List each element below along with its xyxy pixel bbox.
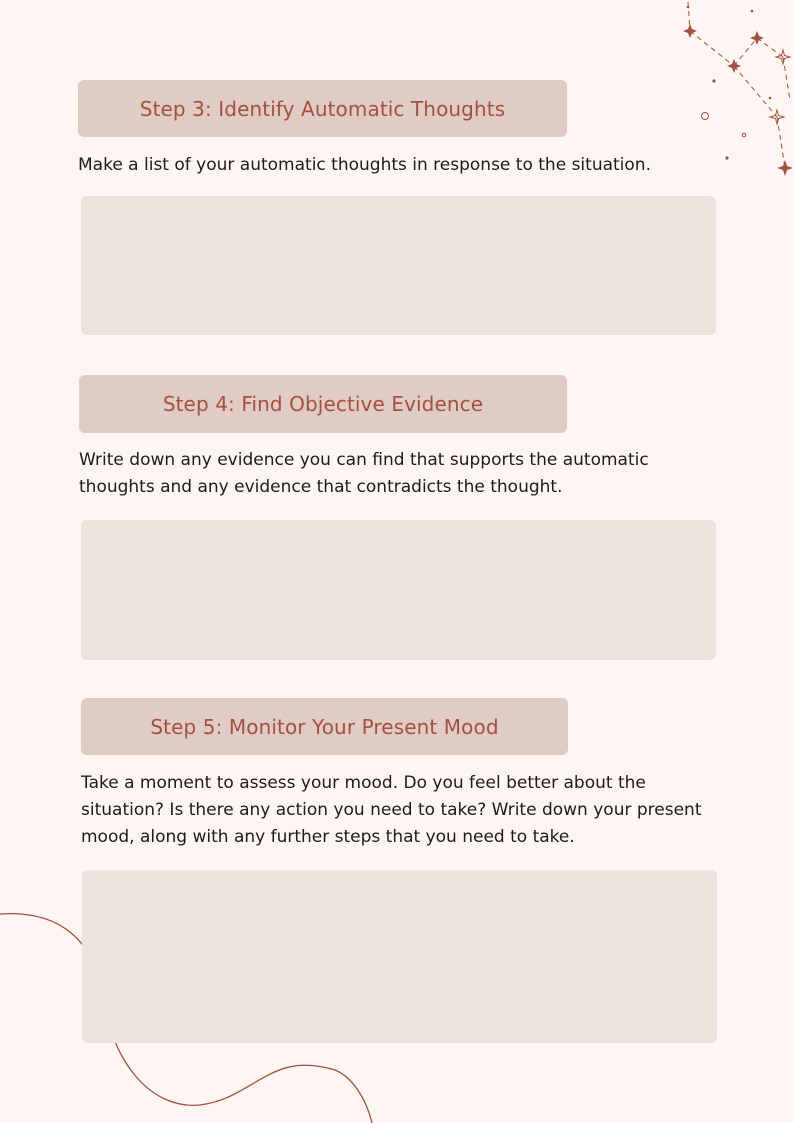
step-3-header bbox=[78, 80, 567, 137]
step-5-instruction: Take a moment to assess your mood. Do you feel better about the situation? Is there any action you need to take? Write down your present mood, along with any further steps that you need to take. bbox=[81, 773, 702, 847]
step-5-answer-box[interactable] bbox=[82, 870, 717, 1043]
step-4-title: Step 4: Find Objective Evidence bbox=[162, 392, 484, 416]
step-4-answer-box[interactable] bbox=[81, 520, 716, 660]
step-3-answer-box[interactable] bbox=[81, 196, 716, 335]
step-3-instruction: Make a list of your automatic thoughts in response to the situation. bbox=[78, 155, 651, 175]
step-4-instruction: Write down any evidence you can find that supports the automatic thoughts and any evidence that contradicts the thought. bbox=[79, 450, 649, 497]
step-4-header bbox=[79, 375, 567, 433]
step-5-title: Step 5: Monitor Your Present Mood bbox=[150, 714, 499, 739]
step-3-title: Step 3: Identify Automatic Thoughts bbox=[139, 96, 506, 121]
step-5-header bbox=[81, 698, 568, 755]
